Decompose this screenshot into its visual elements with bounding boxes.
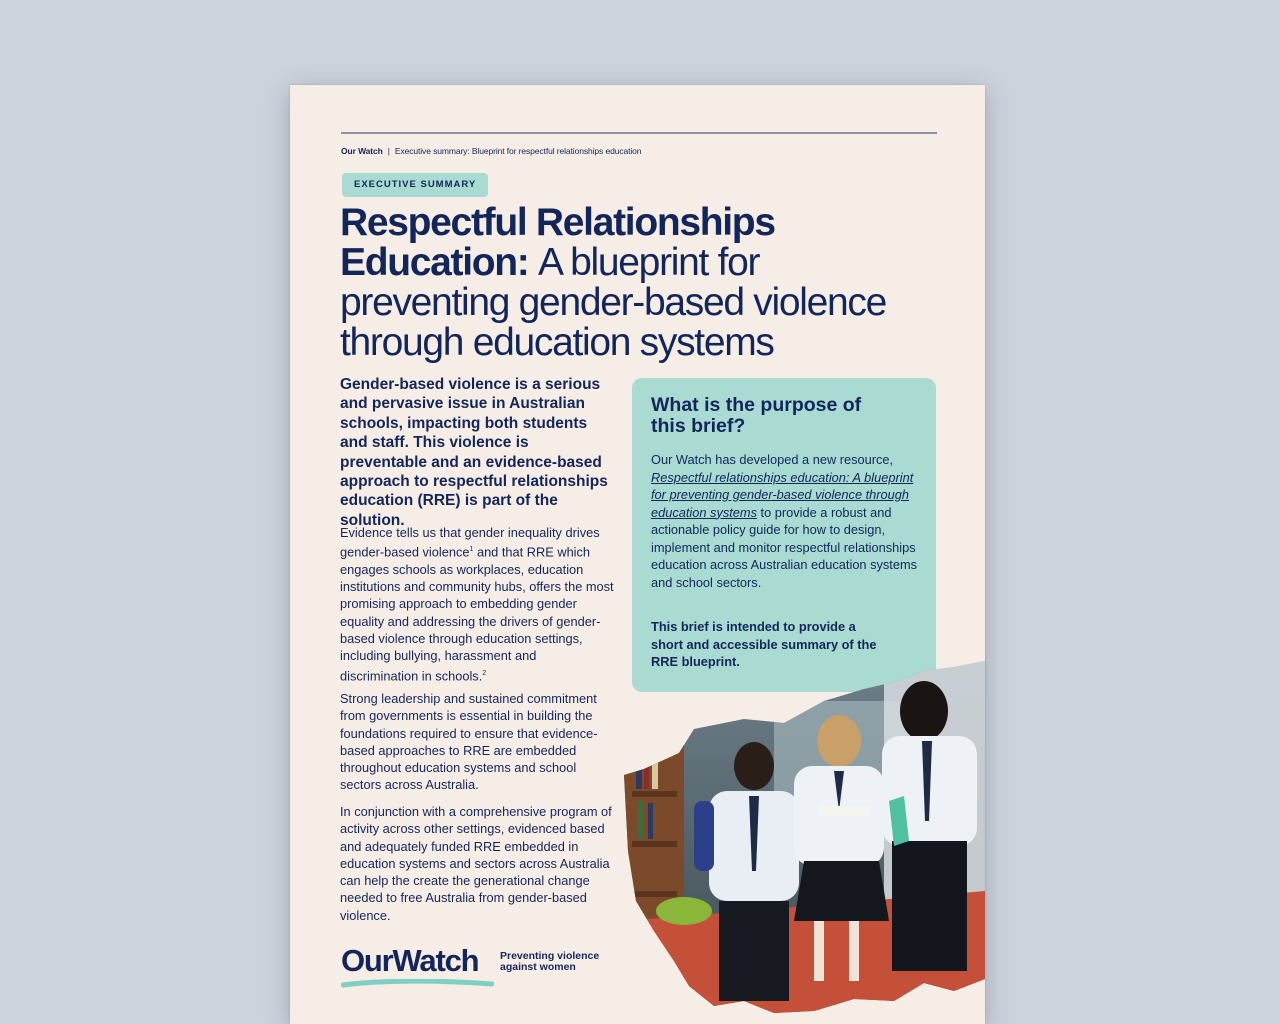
page-title bbox=[340, 203, 940, 363]
header-separator: | bbox=[387, 146, 390, 156]
callout-text-b: to provide a robust and actionable policy guide for how to design, implement and monitor respectful relationships education across Australian education systems and school sectors. bbox=[651, 504, 918, 590]
callout-text-a: Our Watch has developed a new resource, bbox=[651, 452, 894, 467]
title-rest1: for bbox=[717, 241, 760, 284]
footnote-ref-1: 1 bbox=[469, 546, 474, 554]
callout-bold-text: This brief is intended to provide a short and accessible summary of the RRE blueprint. bbox=[651, 619, 877, 669]
callout-text bbox=[651, 451, 921, 591]
purpose-callout-box bbox=[632, 378, 936, 692]
logo-tagline: Preventing violence against women bbox=[500, 950, 600, 973]
students-photo bbox=[624, 661, 985, 1024]
body-paragraph-2: Strong leadership and sustained commitment from governments is essential in building the foundations required to ensure that evidence-based approaches to RRE are embedded throughout education systems and school sectors across Australia. bbox=[340, 691, 598, 793]
title-rest3: through education systems bbox=[340, 321, 774, 364]
p1-text-b: and that RRE which engages schools as workplaces, education institutions and community hubs, offers the most promising approach to embedding gender equality and addressing the drivers of gender-based violence through education settings, including bullying, harassment and discrimination in schools. bbox=[340, 544, 614, 683]
logo-wordmark: OurWatch bbox=[341, 943, 479, 978]
logo-swoosh-icon bbox=[341, 979, 494, 989]
document-page bbox=[290, 85, 985, 1024]
our-watch-logo bbox=[341, 943, 611, 993]
title-bold-line1: Respectful Relationships bbox=[340, 201, 775, 244]
title-rest2: preventing gender-based violence bbox=[340, 281, 886, 324]
header-doc-title: Executive summary: Blueprint for respectful relationships education bbox=[394, 146, 642, 156]
p1-text-a: Evidence tells us that gender inequality drives gender-based violence bbox=[340, 525, 600, 560]
header-brand: Our Watch bbox=[341, 146, 383, 156]
title-highlight: A blueprint bbox=[538, 241, 709, 284]
body-paragraph-1 bbox=[340, 524, 615, 684]
lead-paragraph: Gender-based violence is a serious and pervasive issue in Australian schools, impacting both students and staff. This violence is preventable and an evidence-based approach to respectful relationships education (RRE) is part of the solution. bbox=[340, 376, 608, 529]
blueprint-link[interactable]: Respectful relationships education: A blueprint for preventing gender-based violence through education systems bbox=[651, 469, 914, 520]
top-rule bbox=[341, 132, 937, 134]
running-header bbox=[341, 146, 641, 156]
title-bold-line2: Education: bbox=[340, 241, 529, 284]
body-paragraph-3: In conjunction with a comprehensive program of activity across other settings, evidenced based and adequately funded RRE embedded in education systems and sectors across Australia can help the create the generational change needed to free Australia from gender-based violence. bbox=[340, 804, 612, 923]
executive-summary-tag: EXECUTIVE SUMMARY bbox=[342, 173, 488, 197]
footnote-ref-2: 2 bbox=[482, 669, 487, 677]
callout-heading: What is the purpose of this brief? bbox=[651, 394, 862, 437]
